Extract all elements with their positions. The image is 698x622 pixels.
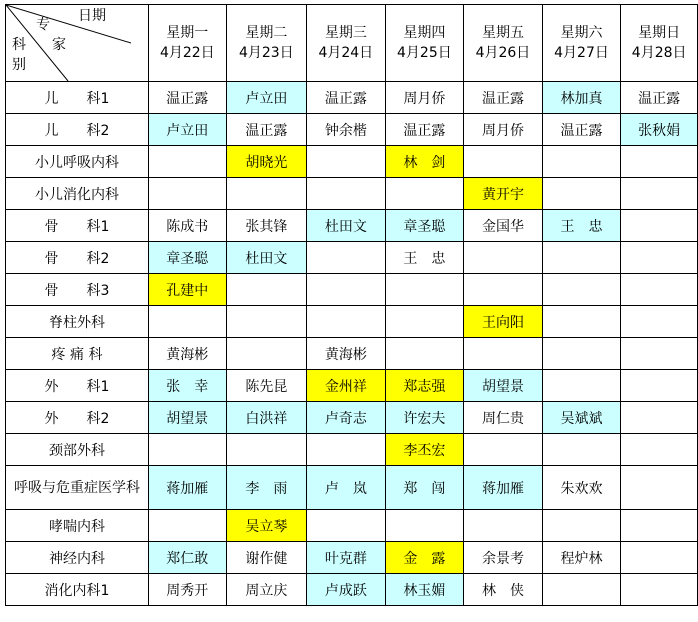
table-row [6,274,698,306]
doctor-cell: 金 露 [385,542,464,574]
doctor-cell [464,510,543,542]
doctor-cell: 章圣聪 [149,242,227,274]
doctor-cell [542,242,621,274]
doctor-cell: 卢立田 [149,114,227,146]
department-cell: 呼吸与危重症医学科 [6,466,149,510]
table-row [6,242,698,274]
doctor-cell: 李 雨 [226,466,306,510]
doctor-cell [149,146,227,178]
doctor-cell: 卢成跃 [307,574,386,606]
doctor-cell: 钟余楷 [307,114,386,146]
doctor-cell: 周月侨 [385,82,464,114]
department-cell: 颈部外科 [6,434,149,466]
doctor-cell [385,510,464,542]
doctor-cell: 黄海彬 [149,338,227,370]
doctor-cell: 林 侠 [464,574,543,606]
doctor-cell: 王 忠 [385,242,464,274]
table-row [6,402,698,434]
doctor-cell [542,306,621,338]
doctor-cell: 蒋加雁 [464,466,543,510]
department-cell: 消化内科1 [6,574,149,606]
doctor-cell: 周秀开 [149,574,227,606]
table-row [6,510,698,542]
doctor-cell [226,306,306,338]
table-row [6,338,698,370]
table-row [6,370,698,402]
weekday-label: 星期一 [166,25,209,41]
doctor-cell: 温正露 [226,114,306,146]
date-label: 4月25日 [397,45,452,61]
doctor-cell [307,242,386,274]
doctor-cell [621,510,698,542]
doctor-cell: 章圣聪 [385,210,464,242]
table-row [6,466,698,510]
doctor-cell: 胡望景 [464,370,543,402]
doctor-cell [226,338,306,370]
date-label: 4月27日 [554,45,609,61]
doctor-cell: 郑志强 [385,370,464,402]
doctor-cell [464,242,543,274]
table-row [6,574,698,606]
doctor-cell: 卢立田 [226,82,306,114]
doctor-cell [542,146,621,178]
doctor-cell [621,370,698,402]
doctor-cell: 金州祥 [307,370,386,402]
doctor-cell: 林玉媚 [385,574,464,606]
weekday-label: 星期二 [245,25,288,41]
doctor-cell [385,274,464,306]
doctor-cell: 杜田文 [226,242,306,274]
doctor-cell [226,178,306,210]
corner-header-cell [6,5,149,82]
date-label: 4月24日 [318,45,374,61]
doctor-cell [385,338,464,370]
doctor-cell [621,178,698,210]
doctor-cell: 林 剑 [385,146,464,178]
department-cell: 小儿消化内科 [6,178,149,210]
table-row [6,210,698,242]
doctor-cell: 杜田文 [307,210,386,242]
doctor-cell [621,402,698,434]
doctor-cell [385,306,464,338]
doctor-cell [464,434,543,466]
doctor-cell [621,242,698,274]
doctor-cell: 胡望景 [149,402,227,434]
doctor-cell [621,574,698,606]
day-header [464,5,543,82]
expert-label-1: 专 [36,17,50,33]
table-row [6,114,698,146]
doctor-cell: 白洪祥 [226,402,306,434]
doctor-cell [149,434,227,466]
weekday-label: 星期三 [324,25,367,41]
doctor-cell [621,338,698,370]
date-label: 4月22日 [159,45,215,61]
department-cell: 脊柱外科 [6,306,149,338]
doctor-cell: 温正露 [385,114,464,146]
table-row [6,306,698,338]
department-cell: 疼 痛 科 [6,338,149,370]
day-header [307,5,386,82]
table-row [6,178,698,210]
doctor-cell: 陈成书 [149,210,227,242]
doctor-cell: 郑 闯 [385,466,464,510]
department-cell: 小儿呼吸内科 [6,146,149,178]
doctor-cell [621,306,698,338]
doctor-cell [621,210,698,242]
doctor-cell: 卢 岚 [307,466,386,510]
doctor-cell: 温正露 [149,82,227,114]
doctor-cell [542,510,621,542]
schedule-container [5,4,698,606]
doctor-cell [307,434,386,466]
doctor-cell: 吴斌斌 [542,402,621,434]
doctor-cell: 张 幸 [149,370,227,402]
department-cell: 儿 科2 [6,114,149,146]
doctor-cell [621,274,698,306]
doctor-cell: 温正露 [307,82,386,114]
doctor-cell: 蒋加雁 [149,466,227,510]
date-label: 4月28日 [631,45,687,61]
doctor-cell: 周仁贵 [464,402,543,434]
doctor-cell [226,274,306,306]
doctor-cell [464,274,543,306]
doctor-cell: 孔建中 [149,274,227,306]
doctor-cell [307,146,386,178]
doctor-cell: 王向阳 [464,306,543,338]
table-row [6,146,698,178]
doctor-cell [621,542,698,574]
department-cell: 外 科1 [6,370,149,402]
department-cell: 哮喘内科 [6,510,149,542]
department-cell: 骨 科2 [6,242,149,274]
doctor-cell [621,434,698,466]
doctor-cell [226,434,306,466]
doctor-cell: 周立庆 [226,574,306,606]
expert-schedule-table [5,4,698,606]
doctor-cell: 余景考 [464,542,543,574]
doctor-cell: 李丕宏 [385,434,464,466]
doctor-cell [307,274,386,306]
doctor-cell [464,338,543,370]
doctor-cell: 许宏夫 [385,402,464,434]
department-cell: 外 科2 [6,402,149,434]
doctor-cell: 程炉林 [542,542,621,574]
doctor-cell [385,178,464,210]
doctor-cell: 卢奇志 [307,402,386,434]
header-row [6,5,698,82]
doctor-cell [149,306,227,338]
day-header [385,5,464,82]
doctor-cell: 谢作健 [226,542,306,574]
doctor-cell [542,370,621,402]
doctor-cell: 郑仁敢 [149,542,227,574]
doctor-cell: 叶克群 [307,542,386,574]
department-cell: 骨 科3 [6,274,149,306]
doctor-cell: 黄海彬 [307,338,386,370]
doctor-cell: 张秋娟 [621,114,698,146]
doctor-cell: 张其锋 [226,210,306,242]
weekday-label: 星期六 [560,25,603,41]
dept-label-2: 别 [12,57,26,73]
doctor-cell [542,434,621,466]
expert-label-2: 家 [52,37,66,53]
department-cell: 儿 科1 [6,82,149,114]
doctor-cell [542,338,621,370]
doctor-cell: 温正露 [621,82,698,114]
schedule-body [6,82,698,606]
doctor-cell: 朱欢欢 [542,466,621,510]
doctor-cell: 陈先昆 [226,370,306,402]
doctor-cell: 温正露 [542,114,621,146]
day-header [226,5,306,82]
doctor-cell: 林加真 [542,82,621,114]
department-cell: 神经内科 [6,542,149,574]
weekday-label: 星期四 [403,25,446,41]
doctor-cell [542,274,621,306]
doctor-cell [149,510,227,542]
doctor-cell [307,306,386,338]
doctor-cell: 吴立琴 [226,510,306,542]
weekday-label: 星期日 [638,25,681,41]
day-header [621,5,698,82]
doctor-cell: 周月侨 [464,114,543,146]
doctor-cell: 王 忠 [542,210,621,242]
date-label: 4月23日 [238,45,294,61]
doctor-cell: 胡晓光 [226,146,306,178]
table-row [6,542,698,574]
doctor-cell [542,574,621,606]
table-row [6,434,698,466]
weekday-label: 星期五 [481,25,524,41]
day-header [149,5,227,82]
dept-label-1: 科 [12,37,26,53]
doctor-cell [621,466,698,510]
doctor-cell [464,146,543,178]
doctor-cell [149,178,227,210]
doctor-cell [621,146,698,178]
doctor-cell [307,178,386,210]
date-label: 4月26日 [475,45,531,61]
date-label: 日期 [78,8,106,24]
doctor-cell: 黄开宇 [464,178,543,210]
doctor-cell: 温正露 [464,82,543,114]
department-cell: 骨 科1 [6,210,149,242]
doctor-cell [307,510,386,542]
doctor-cell [542,178,621,210]
day-header [542,5,621,82]
table-row [6,82,698,114]
doctor-cell: 金国华 [464,210,543,242]
